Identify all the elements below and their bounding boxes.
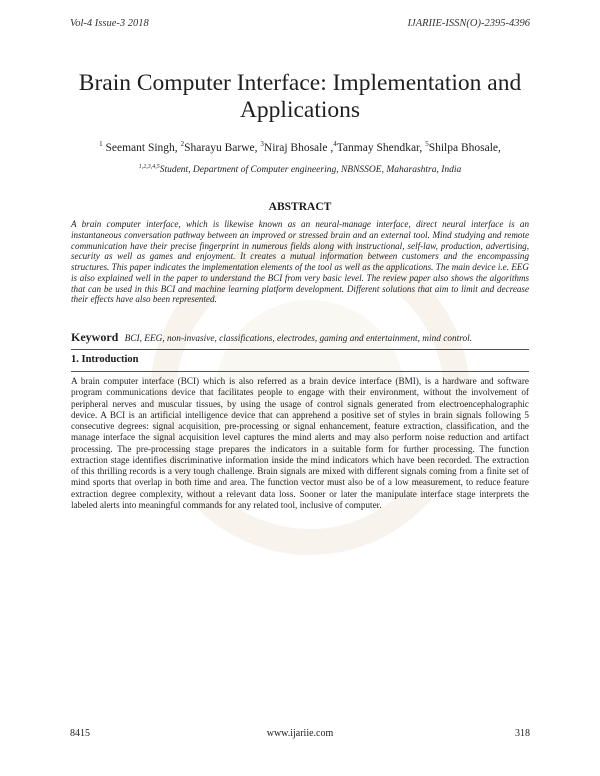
keywords-label: Keyword [71, 330, 119, 344]
footer-website: www.ijariie.com [266, 728, 334, 739]
footer-page-number: 318 [515, 728, 530, 739]
author-5: $^5$Shilpa Bhosale, [425, 140, 501, 154]
footer-paper-id: 8415 [70, 728, 90, 739]
divider-top [71, 349, 529, 350]
author-list [60, 140, 540, 154]
section-heading: 1. Introduction [71, 354, 139, 365]
header-volume: Vol-4 Issue-3 2018 [70, 18, 149, 29]
paper-title: Brain Computer Interface: Implementation and Applications [78, 70, 522, 123]
introduction-body: A brain computer interface (BCI) which is also referred as a brain device interface (BMI), is a hardware and software program communications device that facilitates people to engage with their environment, without the involvement of peripheral nerves and muscular tissues, by using the usage of control signals generated from electroencephalographic device. A BCI is an artificial intelligence device that can apprehend a positive set of styles in brain signals following 5 consecutive degrees: signal acquisition, pre-processing or signal enhancement, feature extraction, classification, and the manage interface the signal acquisition level captures the mind alerts and may also perform noise reduction and artifact processing. The pre-processing stage prepares the indicators in a suitable form for further processing. The function extraction stage identifies discriminative information inside the mind indicators which have been recorded. The extraction of this thrilling records is a very tough challenge. Brain signals are mixed with different signals coming from a finite set of mind sports that overlap in both time and area. The function vector must also be of a low measurement, to reduce feature extraction degree complexity, without a relevant data loss. Sooner or later the manipulate interface stage interprets the labeled alerts into meaningful commands for any related tool, inclusive of computer. [71, 376, 529, 510]
author-4: $^4$Tanmay Shendkar, [333, 140, 426, 154]
abstract-heading: ABSTRACT [268, 201, 332, 213]
keywords [71, 330, 529, 345]
header-issn: IJARIIE-ISSN(O)-2395-4396 [407, 18, 530, 29]
affiliation: $^{1,2,3,4,5}$Student, Department of Computer engineering, NBNSSOE, Maharashtra, India [138, 164, 462, 176]
keywords-text: BCI, EEG, non-invasive, classifications, electrodes, gaming and entertainment, mind control. [124, 334, 473, 344]
divider-bottom [71, 371, 529, 372]
author-1: $^1$ Seemant Singh, [99, 140, 181, 154]
author-2: $^2$Sharayu Barwe, [180, 140, 261, 154]
abstract-body: A brain computer interface, which is likewise known as an neural-manage interface, direct neural interface is an instantaneous conversation pathway between an improved or stressed brain and an external tool. Mind studying and remote communication have their precise fingerprint in numerous fields along with instructional, self-law, production, advertising, security as well as games and enjoyment. It creates a mutual information between customers and the encompassing structures. This paper indicates the implementation elements of the tool as well as the applications. The main device i.e. EEG is also explained well in the paper to understand the BCI from very basic level. The review paper also shows the algorithms that can be used in this BCI and machine learning platform development. Different solutions that aim to limit and decrease their effects have also been represented. [71, 219, 529, 305]
author-3: $^3$Niraj Bhosale , [260, 140, 334, 154]
